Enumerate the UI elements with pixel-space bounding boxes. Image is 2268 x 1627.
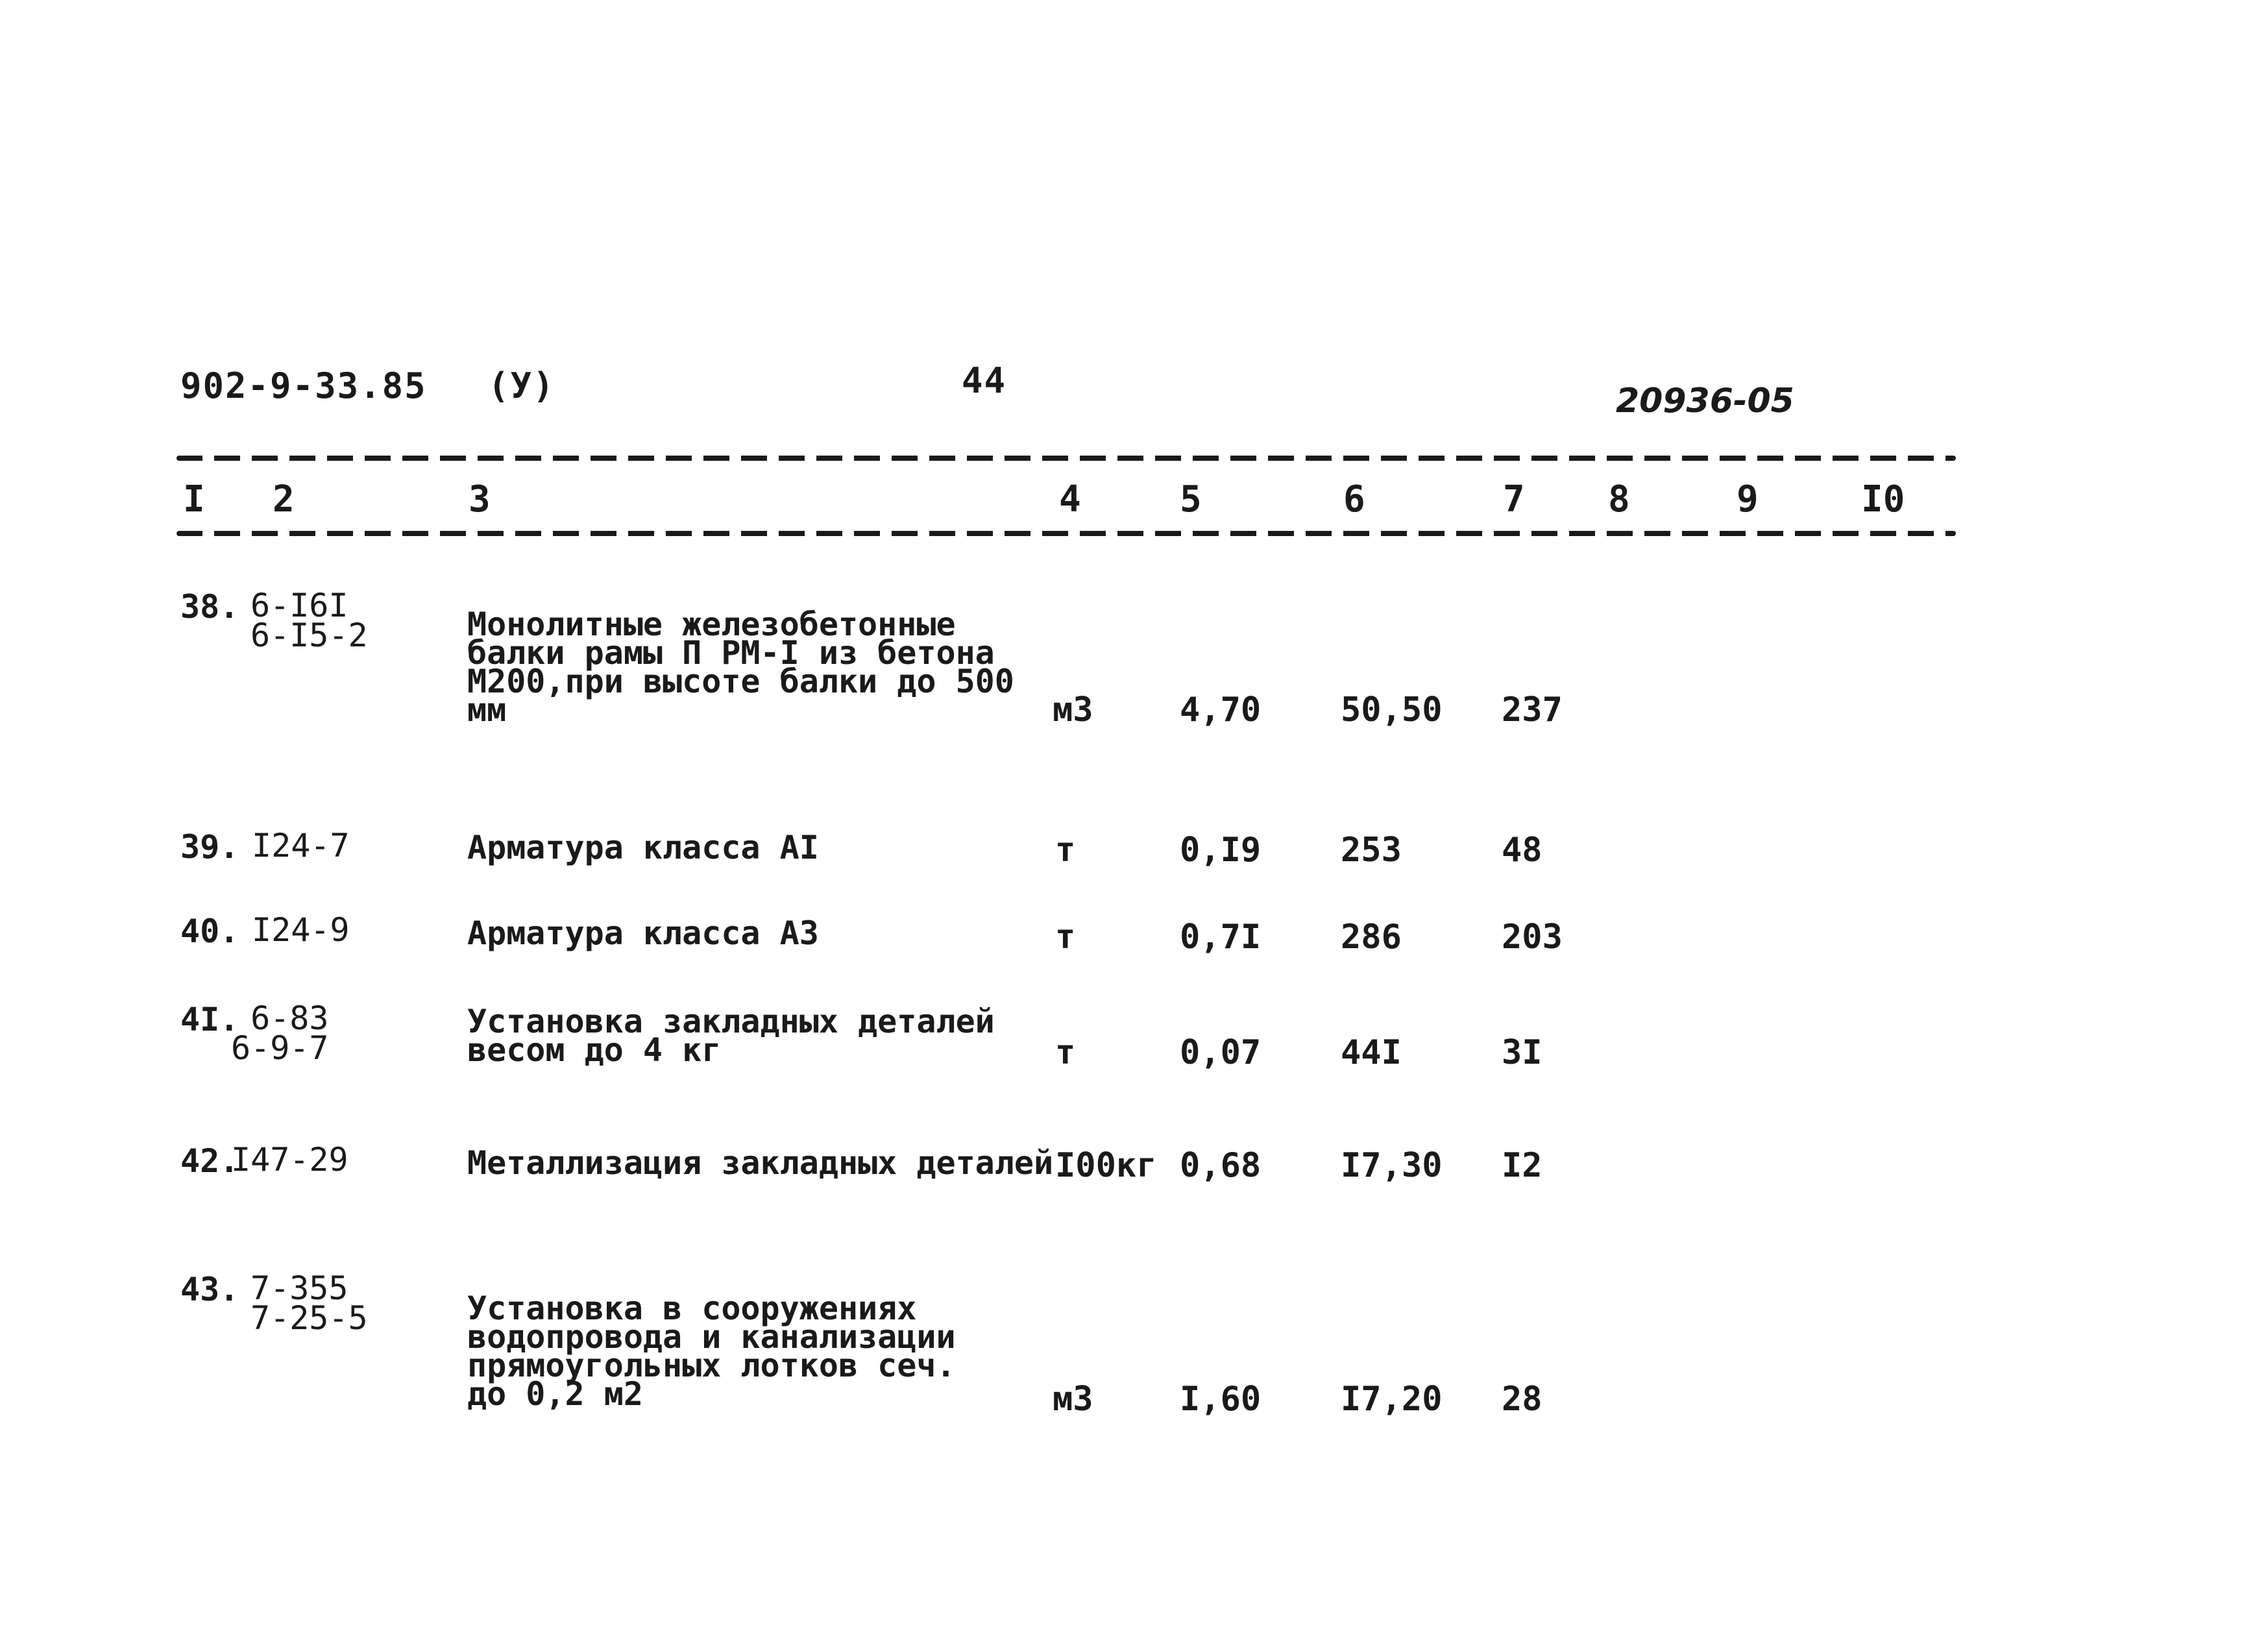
total-cost: 203	[1502, 918, 1563, 957]
work-description: Монолитные железобетонные балки рамы П РМ-I из бетона М200,при высоте балки до 500 мм	[467, 606, 1014, 729]
column-header: I	[183, 478, 205, 520]
row-number: 40.	[180, 912, 239, 950]
unit-price: I7,20	[1341, 1380, 1443, 1419]
document-mark: (У)	[488, 365, 555, 406]
norm-code: 6-83 6-9-7	[231, 999, 329, 1067]
column-header: 7	[1503, 478, 1525, 520]
quantity: 4,70	[1180, 691, 1262, 729]
work-description: Арматура класса А3	[467, 914, 819, 952]
unit: I00кг	[1055, 1146, 1157, 1185]
work-description: Установка в сооружениях водопровода и канализации прямоугольных лотков сеч. до 0,2 м2	[467, 1290, 956, 1413]
norm-code: I24-9	[252, 911, 350, 949]
column-header: 5	[1180, 478, 1202, 520]
row-number: 42.	[180, 1142, 239, 1180]
total-cost: 3I	[1502, 1033, 1542, 1072]
work-description: Металлизация закладных деталей	[467, 1144, 1054, 1182]
work-description: Установка закладных деталей весом до 4 кг	[467, 1003, 995, 1069]
unit: т	[1055, 831, 1076, 870]
quantity: 0,68	[1180, 1146, 1262, 1185]
archive-number: 20936-05	[1616, 382, 1794, 421]
column-header: 9	[1737, 478, 1759, 520]
page-number: 44	[962, 360, 1007, 401]
column-header: 2	[273, 478, 295, 520]
quantity: I,60	[1180, 1380, 1262, 1419]
row-number: 39.	[180, 828, 239, 866]
unit-price: 286	[1341, 918, 1402, 957]
table-top-rule	[177, 456, 1956, 461]
unit: м3	[1053, 1380, 1093, 1419]
norm-code: I24-7	[252, 827, 350, 864]
unit-price: 253	[1341, 831, 1402, 870]
total-cost: 237	[1502, 691, 1563, 729]
unit: т	[1055, 918, 1076, 957]
total-cost: 48	[1502, 831, 1542, 870]
quantity: 0,I9	[1180, 831, 1262, 870]
norm-code: I47-29	[231, 1141, 348, 1179]
unit-price: 44I	[1341, 1033, 1402, 1072]
column-header: 3	[469, 478, 491, 520]
quantity: 0,07	[1180, 1033, 1262, 1072]
unit-price: I7,30	[1341, 1146, 1443, 1185]
unit: м3	[1053, 691, 1093, 729]
total-cost: I2	[1502, 1146, 1542, 1185]
column-header: 6	[1343, 478, 1365, 520]
quantity: 0,7I	[1180, 918, 1262, 957]
row-number: 43.	[180, 1271, 239, 1308]
document-code: 902-9-33.85	[180, 365, 427, 406]
unit-price: 50,50	[1341, 691, 1443, 729]
norm-code: 6-I6I 6-I5-2	[250, 587, 368, 654]
column-header: I0	[1861, 478, 1905, 520]
column-header: 8	[1608, 478, 1630, 520]
column-header: 4	[1059, 478, 1081, 520]
work-description: Арматура класса АI	[467, 829, 819, 866]
row-number: 4I.	[180, 1001, 239, 1038]
total-cost: 28	[1502, 1380, 1542, 1419]
norm-code: 7-355 7-25-5	[250, 1269, 368, 1337]
row-number: 38.	[180, 588, 239, 626]
table-header-bottom-rule	[177, 531, 1956, 536]
unit: т	[1055, 1033, 1076, 1072]
